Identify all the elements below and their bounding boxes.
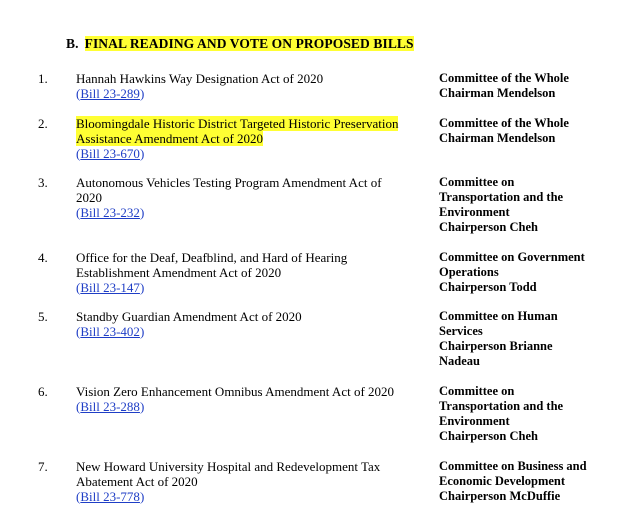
item-committee (439, 309, 629, 369)
item-title-line: New Howard University Hospital and Redevelopment Tax (76, 459, 381, 474)
bill-reference: (Bill 23-288) (76, 399, 145, 414)
item-title (76, 250, 421, 295)
committee-line: Transportation and the (439, 399, 564, 413)
bill-link[interactable]: Bill 23-147 (80, 280, 140, 295)
committee-line: Committee of the Whole (439, 71, 569, 85)
item-title-line: Bloomingdale Historic District Targeted Historic Preservation (76, 116, 399, 131)
committee-line: Operations (439, 265, 499, 279)
item-title (76, 175, 421, 220)
committee-line: Chairperson Brianne (439, 339, 553, 353)
committee-line: Chairperson McDuffie (439, 489, 561, 503)
item-committee (439, 71, 629, 101)
item-title-line: Office for the Deaf, Deafblind, and Hard of Hearing (76, 250, 348, 265)
item-number: 5. (38, 309, 48, 324)
committee-line: Chairman Mendelson (439, 131, 556, 145)
bill-link[interactable]: Bill 23-289 (80, 86, 140, 101)
item-number: 3. (38, 175, 48, 190)
item-number: 4. (38, 250, 48, 265)
bill-reference: (Bill 23-402) (76, 324, 145, 339)
committee-line: Chairman Mendelson (439, 86, 556, 100)
bill-link[interactable]: Bill 23-232 (80, 205, 140, 220)
bill-link[interactable]: Bill 23-670 (80, 146, 140, 161)
item-committee (439, 250, 629, 295)
committee-line: Committee on Human (439, 309, 558, 323)
section-title: FINAL READING AND VOTE ON PROPOSED BILLS (84, 36, 414, 51)
item-committee (439, 175, 629, 235)
committee-line: Nadeau (439, 354, 480, 368)
committee-line: Chairperson Todd (439, 280, 537, 294)
committee-line: Committee on (439, 175, 515, 189)
bill-reference: (Bill 23-670) (76, 146, 145, 161)
item-committee (439, 384, 629, 444)
item-title (76, 459, 421, 504)
committee-line: Chairperson Cheh (439, 220, 538, 234)
item-committee (439, 459, 629, 504)
item-title (76, 116, 421, 161)
item-title-line: Hannah Hawkins Way Designation Act of 2020 (76, 71, 324, 86)
committee-line: Environment (439, 414, 510, 428)
item-title-line: Standby Guardian Amendment Act of 2020 (76, 309, 302, 324)
item-title-line: 2020 (76, 190, 102, 205)
committee-line: Environment (439, 205, 510, 219)
committee-line: Committee on (439, 384, 515, 398)
bill-link[interactable]: Bill 23-778 (80, 489, 140, 504)
bill-link[interactable]: Bill 23-402 (80, 324, 140, 339)
section-letter: B. (66, 36, 79, 51)
item-committee (439, 116, 629, 146)
committee-line: Committee on Government (439, 250, 585, 264)
item-title-line: Establishment Amendment Act of 2020 (76, 265, 282, 280)
item-number: 7. (38, 459, 48, 474)
section-heading (66, 36, 414, 52)
item-number: 6. (38, 384, 48, 399)
committee-line: Services (439, 324, 483, 338)
bill-reference: (Bill 23-778) (76, 489, 145, 504)
committee-line: Committee on Business and (439, 459, 587, 473)
bill-reference: (Bill 23-147) (76, 280, 145, 295)
item-title (76, 384, 421, 414)
item-title-line: Autonomous Vehicles Testing Program Amendment Act of (76, 175, 382, 190)
item-title-line: Vision Zero Enhancement Omnibus Amendment Act of 2020 (76, 384, 395, 399)
committee-line: Transportation and the (439, 190, 564, 204)
item-number: 1. (38, 71, 48, 86)
committee-line: Committee of the Whole (439, 116, 569, 130)
item-number: 2. (38, 116, 48, 131)
item-title (76, 71, 421, 101)
committee-line: Economic Development (439, 474, 566, 488)
committee-line: Chairperson Cheh (439, 429, 538, 443)
item-title-line: Assistance Amendment Act of 2020 (76, 131, 264, 146)
bill-link[interactable]: Bill 23-288 (80, 399, 140, 414)
item-title (76, 309, 421, 339)
bill-reference: (Bill 23-289) (76, 86, 145, 101)
bill-reference: (Bill 23-232) (76, 205, 145, 220)
item-title-line: Abatement Act of 2020 (76, 474, 198, 489)
